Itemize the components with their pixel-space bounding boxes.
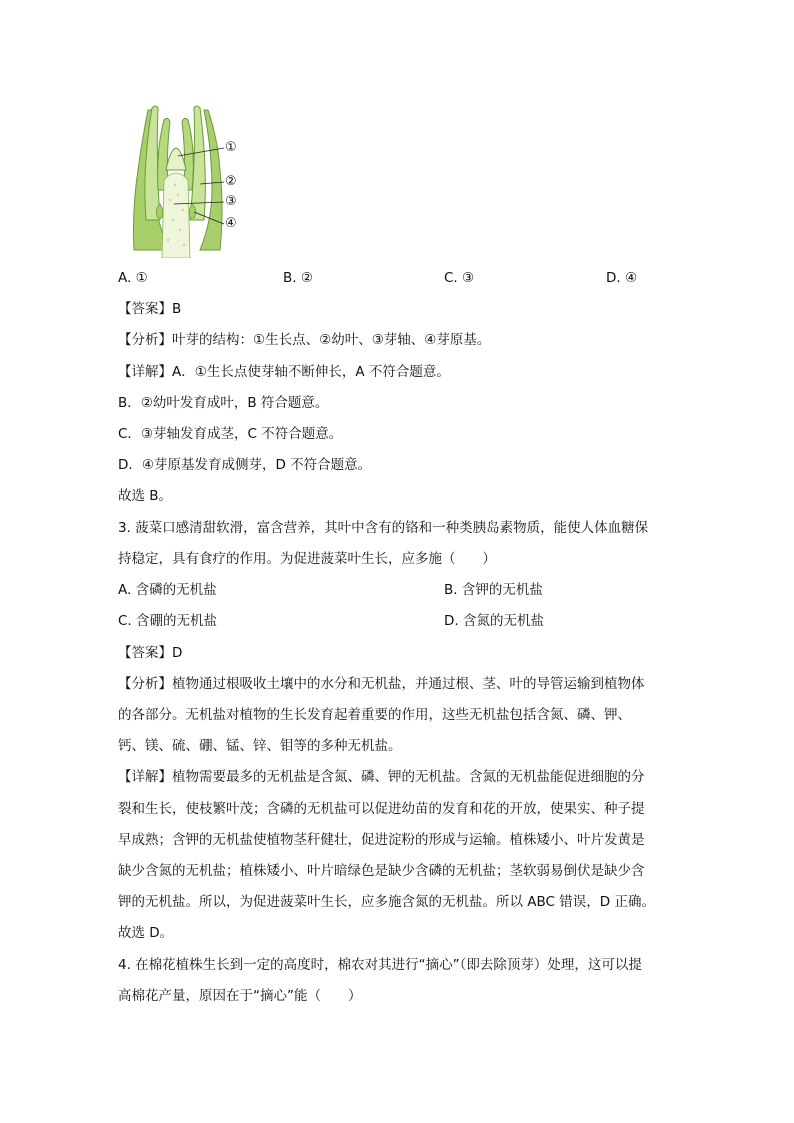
q3-analysis-line: 的各部分。无机盐对植物的生长发育起着重要的作用，这些无机盐包括含氮、磷、钾、 — [118, 707, 631, 723]
q2-detail-line: B．②幼叶发育成叶，B 符合题意。 — [118, 395, 329, 411]
q2-analysis: 【分析】叶芽的结构：①生长点、②幼叶、③芽轴、④芽原基。 — [118, 332, 491, 348]
q2-conclusion: 故选 B。 — [118, 488, 173, 504]
q2-option-d: D. ④ — [606, 270, 638, 286]
q2-option-a: A. ① — [118, 270, 148, 286]
q3-option-b: B. 含钾的无机盐 — [444, 582, 543, 598]
q3-analysis-line: 【分析】植物通过根吸收土壤中的水分和无机盐，并通过根、茎、叶的导管运输到植物体 — [118, 676, 645, 692]
q3-option-a: A. 含磷的无机盐 — [118, 582, 217, 598]
figure-label-1: ① — [225, 140, 237, 155]
q2-answer: 【答案】B — [118, 301, 182, 317]
q3-answer: 【答案】D — [118, 645, 183, 661]
q3-detail-line: 裂和生长，使枝繁叶茂；含磷的无机盐可以促进幼苗的发育和花的开放，使果实、种子提 — [118, 801, 645, 817]
q2-detail-line: 【详解】A．①生长点使芽轴不断伸长，A 不符合题意。 — [118, 364, 450, 380]
figure-label-4: ④ — [225, 216, 237, 231]
q2-option-b: B. ② — [283, 270, 313, 286]
q4-stem-line: 高棉花产量，原因在于“摘心”能（ ） — [118, 988, 362, 1004]
q3-stem-line: 持稳定，具有食疗的作用。为促进菠菜叶生长，应多施（ ） — [118, 551, 496, 567]
q3-detail-line: 钾的无机盐。所以，为促进菠菜叶生长，应多施含氮的无机盐。所以 ABC 错误，D 正确。 — [118, 894, 655, 910]
q3-option-c: C. 含硼的无机盐 — [118, 613, 218, 629]
q3-option-d: D. 含氮的无机盐 — [444, 613, 544, 629]
q3-detail-line: 【详解】植物需要最多的无机盐是含氮、磷、钾的无机盐。含氮的无机盐能促进细胞的分 — [118, 769, 645, 785]
leaf-bud-diagram — [128, 100, 278, 258]
q3-detail-line: 缺少含氮的无机盐；植株矮小、叶片暗绿色是缺少含磷的无机盐；茎软弱易倒伏是缺少含 — [118, 863, 645, 879]
leaf-bud-illustration — [128, 100, 278, 258]
q3-conclusion: 故选 D。 — [118, 925, 174, 941]
q2-option-c: C. ③ — [444, 270, 475, 286]
q3-stem-line: 3. 菠菜口感清甜软滑，富含营养，其叶中含有的铬和一种类胰岛素物质，能使人体血糖保 — [118, 520, 649, 536]
q4-stem-line: 4. 在棉花植株生长到一定的高度时，棉农对其进行“摘心”（即去除顶芽）处理，这可以提 — [118, 957, 642, 973]
figure-label-3: ③ — [225, 194, 237, 209]
q2-detail-line: C．③芽轴发育成茎，C 不符合题意。 — [118, 426, 343, 442]
q3-analysis-line: 钙、镁、硫、硼、锰、锌、钼等的多种无机盐。 — [118, 738, 402, 754]
figure-label-2: ② — [225, 174, 237, 189]
q3-detail-line: 早成熟；含钾的无机盐使植物茎秆健壮，促进淀粉的形成与运输。植株矮小、叶片发黄是 — [118, 832, 645, 848]
q2-detail-line: D．④芽原基发育成侧芽，D 不符合题意。 — [118, 457, 372, 473]
